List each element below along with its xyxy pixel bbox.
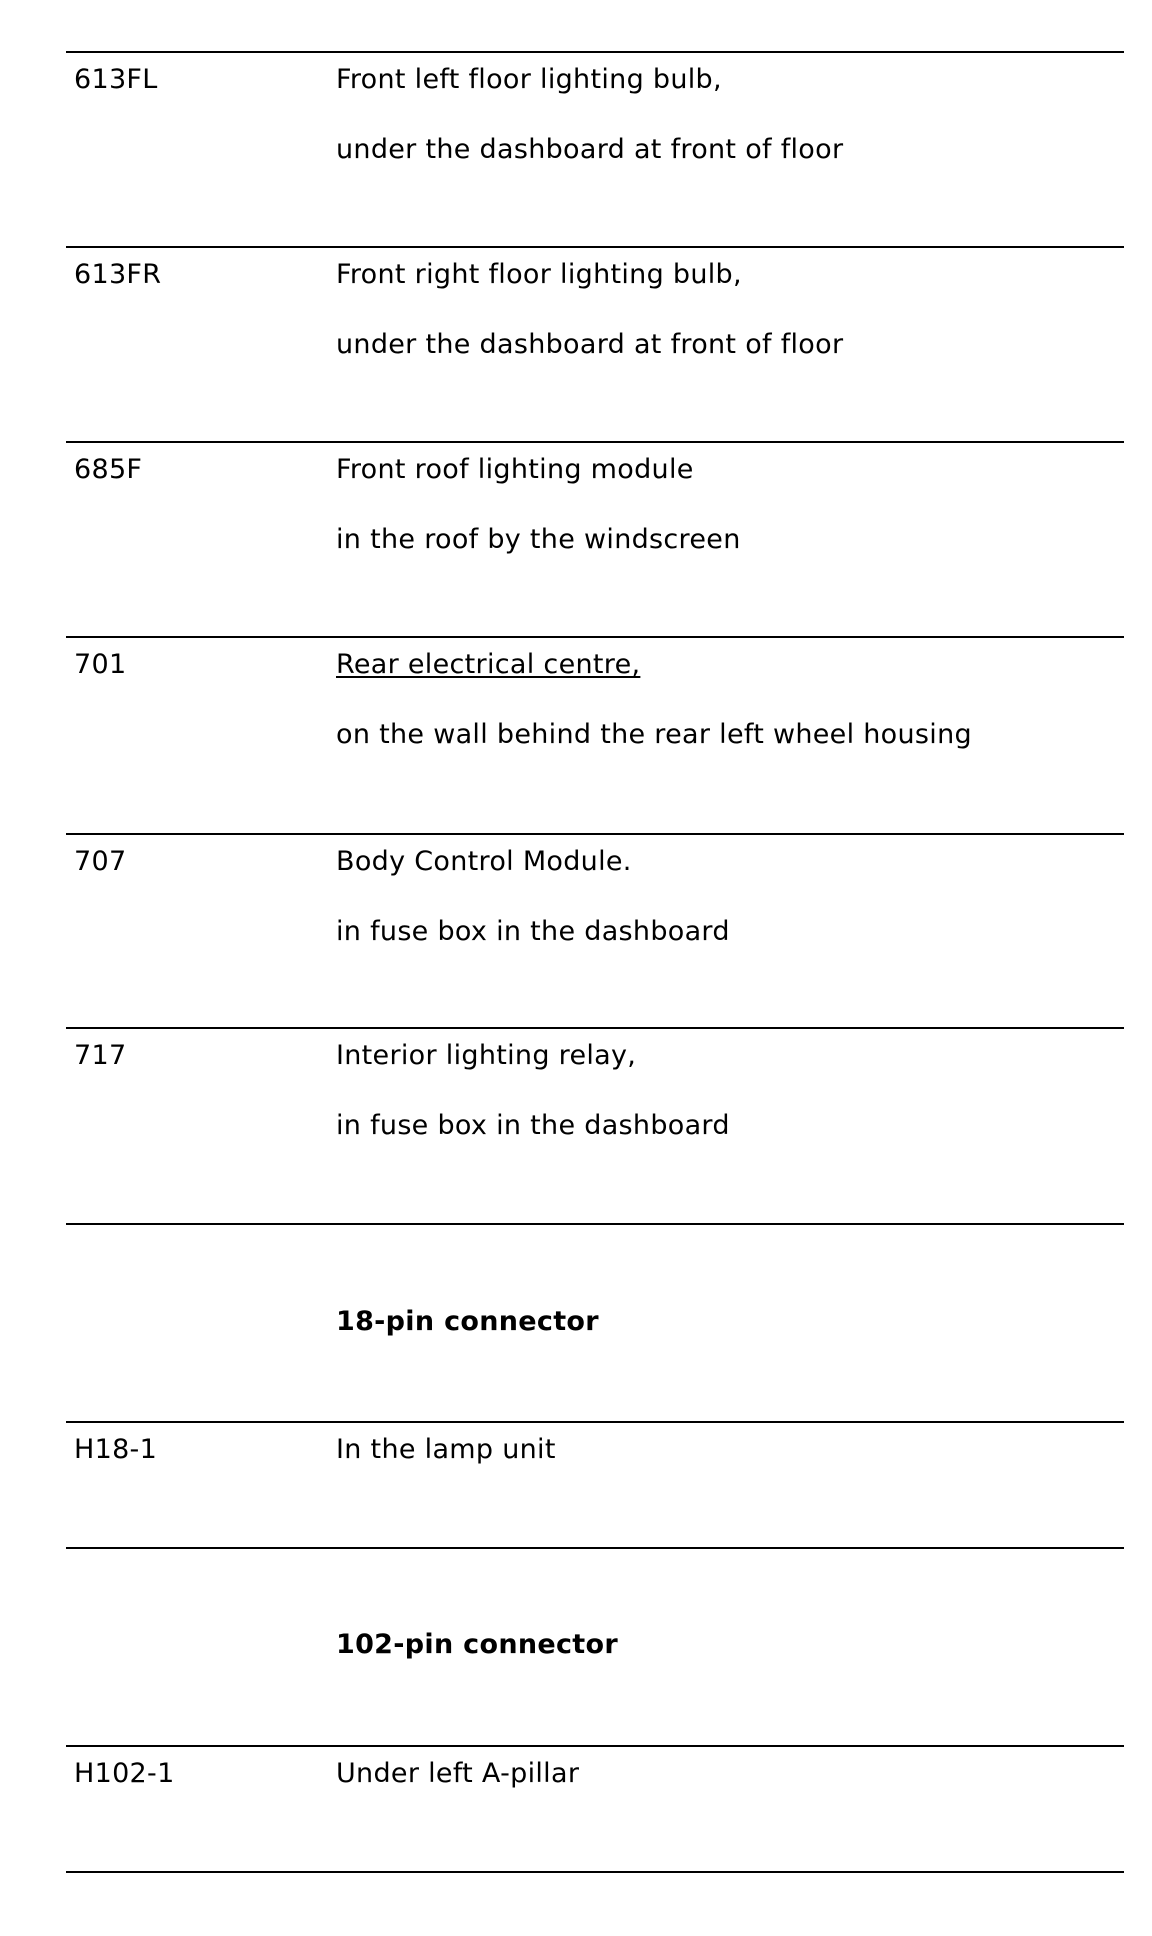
component-description-link[interactable]: Rear electrical centre,: [336, 649, 641, 680]
component-description: Front right floor lighting bulb,: [336, 259, 742, 290]
component-location: in fuse box in the dashboard: [336, 916, 730, 947]
divider: [66, 833, 1124, 835]
divider: [66, 1547, 1124, 1549]
component-code: 685F: [74, 454, 143, 485]
section-heading-18-pin: 18-pin connector: [336, 1306, 599, 1337]
component-description: Body Control Module.: [336, 846, 632, 877]
divider: [66, 246, 1124, 248]
connector-code: H102-1: [74, 1758, 175, 1789]
component-location: under the dashboard at front of floor: [336, 329, 844, 360]
component-description: Interior lighting relay,: [336, 1040, 637, 1071]
component-location: on the wall behind the rear left wheel housing: [336, 719, 972, 750]
component-code: 717: [74, 1040, 127, 1071]
component-location: under the dashboard at front of floor: [336, 134, 844, 165]
divider: [66, 1745, 1124, 1747]
component-code: 701: [74, 649, 127, 680]
connector-location: In the lamp unit: [336, 1434, 556, 1465]
divider: [66, 441, 1124, 443]
component-location: in fuse box in the dashboard: [336, 1110, 730, 1141]
component-description: Front left floor lighting bulb,: [336, 64, 722, 95]
connector-code: H18-1: [74, 1434, 158, 1465]
connector-location: Under left A-pillar: [336, 1758, 580, 1789]
divider: [66, 51, 1124, 53]
component-description: Front roof lighting module: [336, 454, 694, 485]
divider: [66, 1421, 1124, 1423]
divider: [66, 1871, 1124, 1873]
divider: [66, 636, 1124, 638]
component-code: 613FR: [74, 259, 162, 290]
divider: [66, 1223, 1124, 1225]
component-code: 707: [74, 846, 127, 877]
component-code: 613FL: [74, 64, 158, 95]
divider: [66, 1027, 1124, 1029]
component-location: in the roof by the windscreen: [336, 524, 741, 555]
section-heading-102-pin: 102-pin connector: [336, 1629, 618, 1660]
